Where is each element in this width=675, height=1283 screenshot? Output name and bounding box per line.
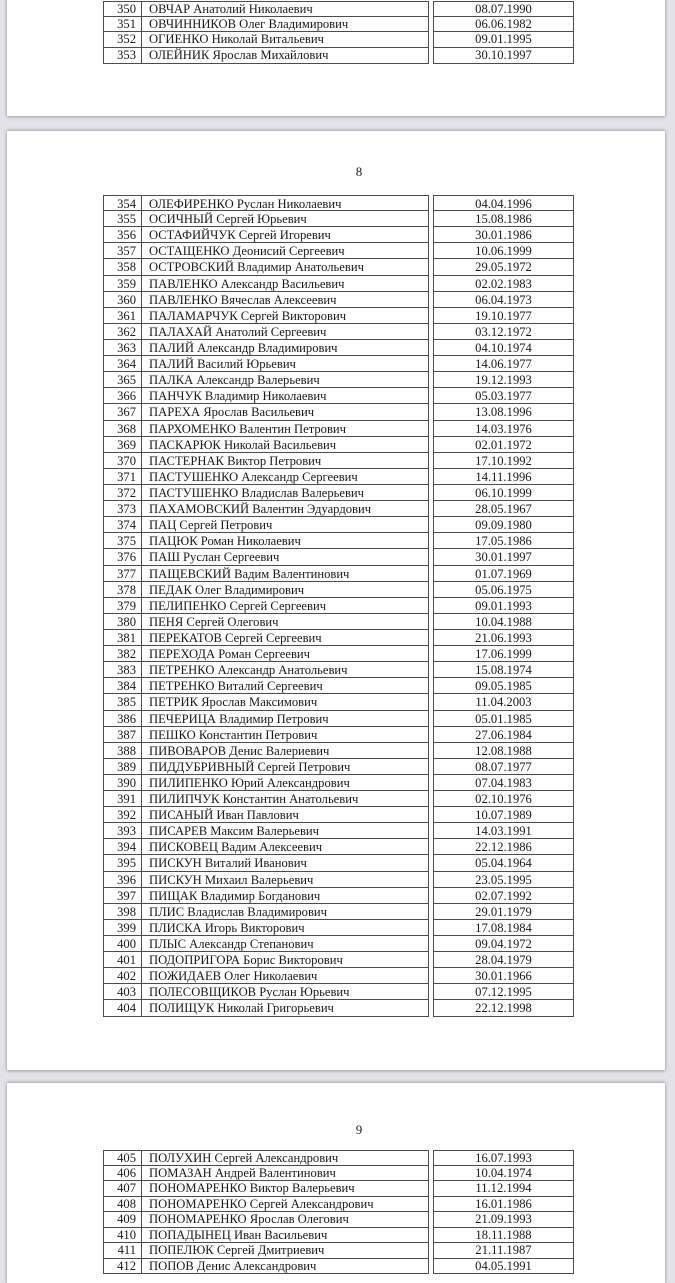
name-cell: ПОЛЕСОВЩИКОВ Руслан Юрьевич bbox=[142, 984, 429, 1000]
table-row bbox=[103, 678, 574, 694]
table-row bbox=[103, 823, 574, 839]
row-number-cell: 409 bbox=[103, 1212, 142, 1228]
table-row bbox=[103, 404, 574, 420]
table-row bbox=[103, 582, 574, 598]
row-number-cell: 384 bbox=[103, 678, 142, 694]
name-cell: ПАНЧУК Владимир Николаевич bbox=[142, 388, 429, 404]
table-row bbox=[103, 485, 574, 501]
dob-cell: 11.12.1994 bbox=[433, 1181, 574, 1197]
page-number: 8 bbox=[355, 164, 363, 179]
table-row bbox=[103, 936, 574, 952]
name-cell: ПАХАМОВСКИЙ Валентин Эдуардович bbox=[142, 501, 429, 517]
dob-cell: 30.01.1966 bbox=[433, 968, 574, 984]
row-number-cell: 354 bbox=[103, 195, 142, 211]
table-row bbox=[103, 501, 574, 517]
row-number-cell: 375 bbox=[103, 533, 142, 549]
table-row bbox=[103, 1, 574, 17]
name-cell: ПЕШКО Константин Петрович bbox=[142, 727, 429, 743]
dob-cell: 17.05.1986 bbox=[433, 533, 574, 549]
table-row bbox=[103, 1150, 574, 1166]
dob-cell: 10.04.1974 bbox=[433, 1166, 574, 1182]
name-cell: ПАВЛЕНКО Александр Васильевич bbox=[142, 276, 429, 292]
name-cell: ПАРЕХА Ярослав Васильевич bbox=[142, 404, 429, 420]
name-cell: ОСТАЩЕНКО Деонисий Сергеевич bbox=[142, 243, 429, 259]
table-row bbox=[103, 48, 574, 64]
dob-cell: 01.07.1969 bbox=[433, 566, 574, 582]
dob-cell: 22.12.1998 bbox=[433, 1000, 574, 1016]
row-number-cell: 361 bbox=[103, 308, 142, 324]
row-number-cell: 350 bbox=[103, 1, 142, 17]
name-cell: ПАЛАМАРЧУК Сергей Викторович bbox=[142, 308, 429, 324]
row-number-cell: 387 bbox=[103, 727, 142, 743]
dob-cell: 28.05.1967 bbox=[433, 501, 574, 517]
row-number-cell: 367 bbox=[103, 404, 142, 420]
row-number-cell: 398 bbox=[103, 904, 142, 920]
dob-cell: 08.07.1977 bbox=[433, 759, 574, 775]
name-cell: ПЛИС Владислав Владимирович bbox=[142, 904, 429, 920]
row-number-cell: 404 bbox=[103, 1000, 142, 1016]
row-number-cell: 368 bbox=[103, 421, 142, 437]
dob-cell: 21.11.1987 bbox=[433, 1243, 574, 1259]
row-number-cell: 351 bbox=[103, 17, 142, 33]
name-cell: ПЕТРЕНКО Виталий Сергеевич bbox=[142, 678, 429, 694]
table-row bbox=[103, 1212, 574, 1228]
dob-cell: 28.04.1979 bbox=[433, 952, 574, 968]
name-cell: ПИДДУБРИВНЫЙ Сергей Петрович bbox=[142, 759, 429, 775]
name-cell: ПАСТУШЕНКО Владислав Валерьевич bbox=[142, 485, 429, 501]
personnel-table bbox=[103, 195, 574, 1017]
table-row bbox=[103, 1228, 574, 1244]
row-number-cell: 401 bbox=[103, 952, 142, 968]
name-cell: ПАЛИЙ Александр Владимирович bbox=[142, 340, 429, 356]
name-cell: ПАЛАХАЙ Анатолий Сергеевич bbox=[142, 324, 429, 340]
name-cell: ПОНОМАРЕНКО Ярослав Олегович bbox=[142, 1212, 429, 1228]
name-cell: ОГИЕНКО Николай Витальевич bbox=[142, 32, 429, 48]
dob-cell: 21.09.1993 bbox=[433, 1212, 574, 1228]
table-row bbox=[103, 694, 574, 710]
table-row bbox=[103, 517, 574, 533]
name-cell: ПИЛИПЕНКО Юрий Александрович bbox=[142, 775, 429, 791]
name-cell: ПОЖИДАЕВ Олег Николаевич bbox=[142, 968, 429, 984]
row-number-cell: 390 bbox=[103, 775, 142, 791]
table-row bbox=[103, 421, 574, 437]
dob-cell: 09.04.1972 bbox=[433, 936, 574, 952]
name-cell: ПЕРЕКАТОВ Сергей Сергеевич bbox=[142, 630, 429, 646]
row-number-cell: 370 bbox=[103, 453, 142, 469]
dob-cell: 17.06.1999 bbox=[433, 646, 574, 662]
row-number-cell: 360 bbox=[103, 292, 142, 308]
row-number-cell: 392 bbox=[103, 807, 142, 823]
personnel-table bbox=[103, 1150, 574, 1274]
dob-cell: 29.05.1972 bbox=[433, 259, 574, 275]
name-cell: ПОПОВ Денис Александрович bbox=[142, 1259, 429, 1275]
row-number-cell: 393 bbox=[103, 823, 142, 839]
dob-cell: 30.10.1997 bbox=[433, 48, 574, 64]
name-cell: ПОНОМАРЕНКО Виктор Валерьевич bbox=[142, 1181, 429, 1197]
row-number-cell: 359 bbox=[103, 276, 142, 292]
row-number-cell: 391 bbox=[103, 791, 142, 807]
name-cell: ПИСКОВЕЦ Вадим Алексеевич bbox=[142, 839, 429, 855]
table-row bbox=[103, 646, 574, 662]
name-cell: ОСИЧНЫЙ Сергей Юрьевич bbox=[142, 211, 429, 227]
row-number-cell: 355 bbox=[103, 211, 142, 227]
name-cell: ПИСКУН Виталий Иванович bbox=[142, 855, 429, 871]
table-row bbox=[103, 920, 574, 936]
table-row bbox=[103, 1259, 574, 1275]
row-number-cell: 364 bbox=[103, 356, 142, 372]
name-cell: ПАЛКА Александр Валерьевич bbox=[142, 372, 429, 388]
table-row bbox=[103, 324, 574, 340]
name-cell: ПИСАНЫЙ Иван Павлович bbox=[142, 807, 429, 823]
dob-cell: 10.04.1988 bbox=[433, 614, 574, 630]
table-row bbox=[103, 775, 574, 791]
table-row bbox=[103, 1181, 574, 1197]
dob-cell: 14.03.1991 bbox=[433, 823, 574, 839]
dob-cell: 30.01.1986 bbox=[433, 227, 574, 243]
page-number: 9 bbox=[355, 1122, 363, 1137]
row-number-cell: 389 bbox=[103, 759, 142, 775]
table-row bbox=[103, 614, 574, 630]
dob-cell: 07.04.1983 bbox=[433, 775, 574, 791]
name-cell: ПЕТРЕНКО Александр Анатольевич bbox=[142, 662, 429, 678]
dob-cell: 12.08.1988 bbox=[433, 743, 574, 759]
dob-cell: 05.06.1975 bbox=[433, 582, 574, 598]
table-row bbox=[103, 662, 574, 678]
name-cell: ПАЛИЙ Василий Юрьевич bbox=[142, 356, 429, 372]
row-number-cell: 373 bbox=[103, 501, 142, 517]
name-cell: ПАЩЕВСКИЙ Вадим Валентинович bbox=[142, 566, 429, 582]
dob-cell: 30.01.1997 bbox=[433, 549, 574, 565]
table-row bbox=[103, 727, 574, 743]
name-cell: ОВЧАР Анатолий Николаевич bbox=[142, 1, 429, 17]
row-number-cell: 388 bbox=[103, 743, 142, 759]
dob-cell: 14.03.1976 bbox=[433, 421, 574, 437]
row-number-cell: 366 bbox=[103, 388, 142, 404]
dob-cell: 15.08.1986 bbox=[433, 211, 574, 227]
dob-cell: 14.11.1996 bbox=[433, 469, 574, 485]
dob-cell: 10.06.1999 bbox=[433, 243, 574, 259]
name-cell: ПОМАЗАН Андрей Валентинович bbox=[142, 1166, 429, 1182]
dob-cell: 15.08.1974 bbox=[433, 662, 574, 678]
name-cell: ПИСКУН Михаил Валерьевич bbox=[142, 872, 429, 888]
table-row bbox=[103, 566, 574, 582]
table-row bbox=[103, 630, 574, 646]
row-number-cell: 363 bbox=[103, 340, 142, 356]
dob-cell: 19.10.1977 bbox=[433, 308, 574, 324]
name-cell: ПОЛИЩУК Николай Григорьевич bbox=[142, 1000, 429, 1016]
dob-cell: 22.12.1986 bbox=[433, 839, 574, 855]
row-number-cell: 372 bbox=[103, 485, 142, 501]
table-row bbox=[103, 968, 574, 984]
dob-cell: 05.04.1964 bbox=[433, 855, 574, 871]
dob-cell: 04.10.1974 bbox=[433, 340, 574, 356]
table-row bbox=[103, 1166, 574, 1182]
dob-cell: 09.09.1980 bbox=[433, 517, 574, 533]
name-cell: ПЛЫС Александр Степанович bbox=[142, 936, 429, 952]
row-number-cell: 357 bbox=[103, 243, 142, 259]
row-number-cell: 356 bbox=[103, 227, 142, 243]
name-cell: ОЛЕЙНИК Ярослав Михайлович bbox=[142, 48, 429, 64]
row-number-cell: 394 bbox=[103, 839, 142, 855]
dob-cell: 08.07.1990 bbox=[433, 1, 574, 17]
dob-cell: 09.01.1995 bbox=[433, 32, 574, 48]
name-cell: ПАРХОМЕНКО Валентин Петрович bbox=[142, 421, 429, 437]
row-number-cell: 411 bbox=[103, 1243, 142, 1259]
document-page-9-fragment bbox=[7, 1083, 665, 1283]
row-number-cell: 378 bbox=[103, 582, 142, 598]
dob-cell: 21.06.1993 bbox=[433, 630, 574, 646]
table-row bbox=[103, 952, 574, 968]
dob-cell: 05.03.1977 bbox=[433, 388, 574, 404]
row-number-cell: 408 bbox=[103, 1197, 142, 1213]
name-cell: ПОЛУХИН Сергей Александрович bbox=[142, 1150, 429, 1166]
dob-cell: 17.10.1992 bbox=[433, 453, 574, 469]
dob-cell: 11.04.2003 bbox=[433, 694, 574, 710]
dob-cell: 04.05.1991 bbox=[433, 1259, 574, 1275]
row-number-cell: 403 bbox=[103, 984, 142, 1000]
table-row bbox=[103, 1000, 574, 1016]
dob-cell: 09.05.1985 bbox=[433, 678, 574, 694]
row-number-cell: 412 bbox=[103, 1259, 142, 1275]
table-row bbox=[103, 1243, 574, 1259]
table-row bbox=[103, 453, 574, 469]
name-cell: ПОПЕЛЮК Сергей Дмитриевич bbox=[142, 1243, 429, 1259]
row-number-cell: 399 bbox=[103, 920, 142, 936]
row-number-cell: 397 bbox=[103, 888, 142, 904]
table-row bbox=[103, 276, 574, 292]
row-number-cell: 405 bbox=[103, 1150, 142, 1166]
row-number-cell: 353 bbox=[103, 48, 142, 64]
row-number-cell: 382 bbox=[103, 646, 142, 662]
table-row bbox=[103, 872, 574, 888]
dob-cell: 17.08.1984 bbox=[433, 920, 574, 936]
table-row bbox=[103, 437, 574, 453]
row-number-cell: 352 bbox=[103, 32, 142, 48]
table-row bbox=[103, 340, 574, 356]
name-cell: ОВЧИННИКОВ Олег Владимирович bbox=[142, 17, 429, 33]
name-cell: ПАСТЕРНАК Виктор Петрович bbox=[142, 453, 429, 469]
dob-cell: 13.08.1996 bbox=[433, 404, 574, 420]
dob-cell: 19.12.1993 bbox=[433, 372, 574, 388]
name-cell: ПИЛИПЧУК Константин Анатольевич bbox=[142, 791, 429, 807]
name-cell: ПИСАРЕВ Максим Валерьевич bbox=[142, 823, 429, 839]
row-number-cell: 379 bbox=[103, 598, 142, 614]
row-number-cell: 358 bbox=[103, 259, 142, 275]
name-cell: ПАСКАРЮК Николай Васильевич bbox=[142, 437, 429, 453]
dob-cell: 02.10.1976 bbox=[433, 791, 574, 807]
name-cell: ОСТРОВСКИЙ Владимир Анатольевич bbox=[142, 259, 429, 275]
table-row bbox=[103, 711, 574, 727]
dob-cell: 16.01.1986 bbox=[433, 1197, 574, 1213]
table-row bbox=[103, 549, 574, 565]
table-row bbox=[103, 759, 574, 775]
row-number-cell: 410 bbox=[103, 1228, 142, 1244]
dob-cell: 06.10.1999 bbox=[433, 485, 574, 501]
dob-cell: 16.07.1993 bbox=[433, 1150, 574, 1166]
row-number-cell: 371 bbox=[103, 469, 142, 485]
dob-cell: 06.06.1982 bbox=[433, 17, 574, 33]
table-row bbox=[103, 372, 574, 388]
row-number-cell: 386 bbox=[103, 711, 142, 727]
row-number-cell: 377 bbox=[103, 566, 142, 582]
dob-cell: 07.12.1995 bbox=[433, 984, 574, 1000]
row-number-cell: 381 bbox=[103, 630, 142, 646]
table-row bbox=[103, 292, 574, 308]
table-row bbox=[103, 791, 574, 807]
row-number-cell: 380 bbox=[103, 614, 142, 630]
row-number-cell: 402 bbox=[103, 968, 142, 984]
row-number-cell: 396 bbox=[103, 872, 142, 888]
row-number-cell: 385 bbox=[103, 694, 142, 710]
personnel-table bbox=[103, 1, 574, 64]
table-row bbox=[103, 855, 574, 871]
dob-cell: 27.06.1984 bbox=[433, 727, 574, 743]
dob-cell: 29.01.1979 bbox=[433, 904, 574, 920]
table-row bbox=[103, 243, 574, 259]
dob-cell: 06.04.1973 bbox=[433, 292, 574, 308]
table-row bbox=[103, 195, 574, 211]
table-row bbox=[103, 211, 574, 227]
dob-cell: 10.07.1989 bbox=[433, 807, 574, 823]
table-row bbox=[103, 308, 574, 324]
dob-cell: 23.05.1995 bbox=[433, 872, 574, 888]
table-row bbox=[103, 533, 574, 549]
row-number-cell: 369 bbox=[103, 437, 142, 453]
table-row bbox=[103, 1197, 574, 1213]
table-row bbox=[103, 259, 574, 275]
table-row bbox=[103, 356, 574, 372]
name-cell: ОЛЕФИРЕНКО Руслан Николаевич bbox=[142, 195, 429, 211]
table-row bbox=[103, 469, 574, 485]
name-cell: ПИЩАК Владимир Богданович bbox=[142, 888, 429, 904]
name-cell: ПИВОВАРОВ Денис Валериевич bbox=[142, 743, 429, 759]
name-cell: ПАШ Руслан Сергеевич bbox=[142, 549, 429, 565]
table-row bbox=[103, 388, 574, 404]
name-cell: ПОНОМАРЕНКО Сергей Александрович bbox=[142, 1197, 429, 1213]
table-row bbox=[103, 904, 574, 920]
dob-cell: 04.04.1996 bbox=[433, 195, 574, 211]
table-row bbox=[103, 743, 574, 759]
table-row bbox=[103, 888, 574, 904]
name-cell: ПЕЛИПЕНКО Сергей Сергеевич bbox=[142, 598, 429, 614]
dob-cell: 02.07.1992 bbox=[433, 888, 574, 904]
document-page-7-fragment bbox=[7, 0, 665, 116]
name-cell: ПЕЧЕРИЦА Владимир Петрович bbox=[142, 711, 429, 727]
row-number-cell: 362 bbox=[103, 324, 142, 340]
dob-cell: 09.01.1993 bbox=[433, 598, 574, 614]
table-row bbox=[103, 598, 574, 614]
name-cell: ПЕНЯ Сергей Олегович bbox=[142, 614, 429, 630]
name-cell: ПОПАДЫНЕЦ Иван Васильевич bbox=[142, 1228, 429, 1244]
dob-cell: 02.01.1972 bbox=[433, 437, 574, 453]
name-cell: ПАЦЮК Роман Николаевич bbox=[142, 533, 429, 549]
dob-cell: 18.11.1988 bbox=[433, 1228, 574, 1244]
table-row bbox=[103, 839, 574, 855]
name-cell: ПАЦ Сергей Петрович bbox=[142, 517, 429, 533]
row-number-cell: 383 bbox=[103, 662, 142, 678]
table-row bbox=[103, 984, 574, 1000]
dob-cell: 02.02.1983 bbox=[433, 276, 574, 292]
name-cell: ПЕДАК Олег Владимирович bbox=[142, 582, 429, 598]
name-cell: ПЛИСКА Игорь Викторович bbox=[142, 920, 429, 936]
table-row bbox=[103, 32, 574, 48]
row-number-cell: 374 bbox=[103, 517, 142, 533]
row-number-cell: 376 bbox=[103, 549, 142, 565]
row-number-cell: 400 bbox=[103, 936, 142, 952]
row-number-cell: 395 bbox=[103, 855, 142, 871]
table-row bbox=[103, 227, 574, 243]
document-page-8 bbox=[7, 131, 665, 1070]
row-number-cell: 365 bbox=[103, 372, 142, 388]
name-cell: ПОДОПРИГОРА Борис Викторович bbox=[142, 952, 429, 968]
name-cell: ОСТАФИЙЧУК Сергей Игоревич bbox=[142, 227, 429, 243]
dob-cell: 03.12.1972 bbox=[433, 324, 574, 340]
name-cell: ПАСТУШЕНКО Александр Сергеевич bbox=[142, 469, 429, 485]
name-cell: ПЕТРИК Ярослав Максимович bbox=[142, 694, 429, 710]
name-cell: ПЕРЕХОДА Роман Сергеевич bbox=[142, 646, 429, 662]
dob-cell: 14.06.1977 bbox=[433, 356, 574, 372]
name-cell: ПАВЛЕНКО Вячеслав Алексеевич bbox=[142, 292, 429, 308]
row-number-cell: 407 bbox=[103, 1181, 142, 1197]
row-number-cell: 406 bbox=[103, 1166, 142, 1182]
dob-cell: 05.01.1985 bbox=[433, 711, 574, 727]
table-row bbox=[103, 17, 574, 33]
table-row bbox=[103, 807, 574, 823]
